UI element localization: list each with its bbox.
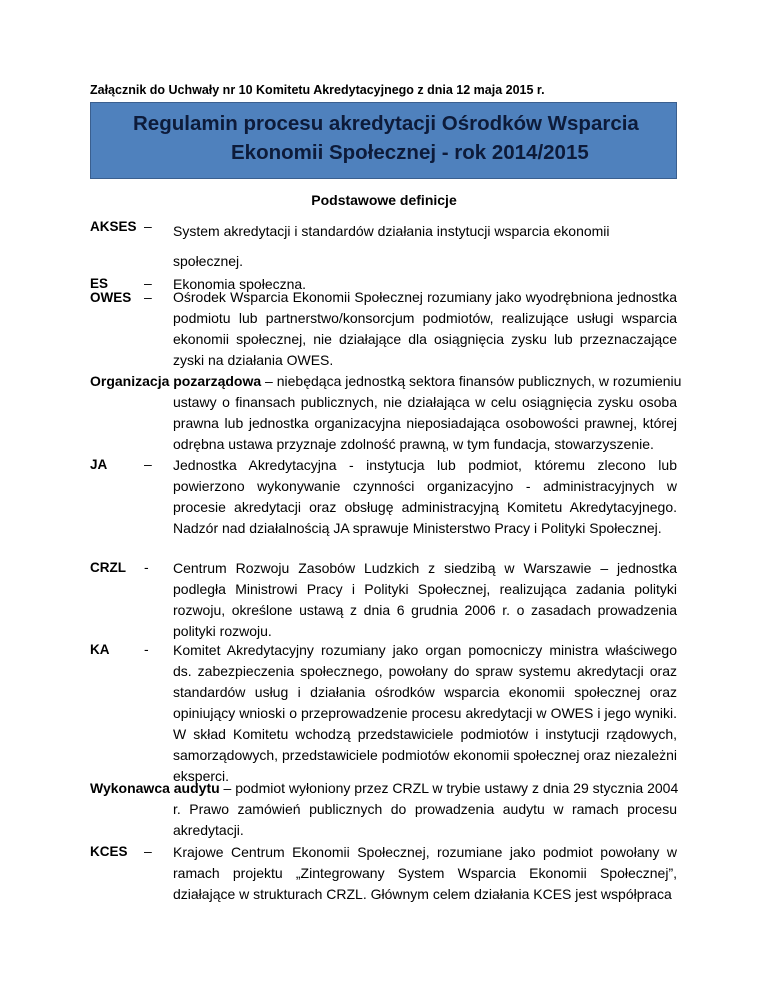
definition-crzl: Centrum Rozwoju Zasobów Ludzkich z siedzibą w Warszawie – jednostka podległa Ministrowi Pracy i Polityki Społecznej, realizująca zadania polityki rozwoju, określone ustawą z dnia 6 grudnia 2006 r. o zasadach prowadzenia polityki rozwoju. [173,560,677,639]
term-dash: – [144,456,152,472]
document-title-line-1: Regulamin procesu akredytacji Ośrodków Wsparcia [133,112,639,135]
term-ngo: Organizacja pozarządowa [90,373,262,389]
term-ja: JA [90,457,108,472]
definition-text: – niebędąca jednostką sektora finansów publicznych, w rozumieniu [261,373,682,389]
term-akses: AKSES [90,219,137,234]
term-dash: – [144,218,152,234]
definition-es: Ekonomia społeczna. [173,276,307,292]
term-es: ES [90,276,109,291]
term-auditor: Wykonawca audytu [90,780,220,796]
document-title-line-2: Ekonomii Społecznej - rok 2014/2015 [231,141,589,164]
annex-line: Załącznik do Uchwały nr 10 Komitetu Akredytacyjnego z dnia 12 maja 2015 r. [90,83,545,97]
definition-kces: Krajowe Centrum Ekonomii Społecznej, rozumiane jako podmiot powołany w ramach projektu „Zintegrowany System Wsparcia Ekonomii Społecznej”, działające w strukturach CRZL. Głównym celem działania KCES jest współpraca [173,844,677,902]
title-banner [90,102,677,179]
definition-ja: Jednostka Akredytacyjna - instytucja lub podmiot, któremu zlecono lub powierzono wykonywanie czynności organizacyjno - administracyjnych w procesie akredytacji oraz obsługę administracyjną Komitetu Akredytacyjnego. Nadzór nad działalnością JA sprawuje Ministerstwo Pracy i Polityki Społecznej. [173,457,677,536]
definition-text: r. Prawo zamówień publicznych do prowadzenia audytu w ramach procesu akredytacji. [173,801,677,838]
definition-text: System akredytacji i standardów działania instytucji wsparcia ekonomii [173,223,610,239]
definition-text: – podmiot wyłoniony przez CRZL w trybie ustawy z dnia 29 stycznia 2004 [219,780,679,796]
term-dash: – [144,275,152,291]
definition-text: społecznej. [173,253,244,269]
definition-akses [173,216,677,276]
definition-owes: Ośrodek Wsparcia Ekonomii Społecznej rozumiany jako wyodrębniona jednostka podmiotu lub partnerstwo/konsorcjum podmiotów, realizujące usługi wsparcia ekonomii społecznej, nie działające dla osiągnięcia zysku lub przeznaczające zyski na działania OWES. [173,289,677,368]
term-dash: - [144,641,149,657]
section-title: Podstawowe definicje [311,192,457,208]
term-dash: – [144,843,152,859]
term-kces: KCES [90,844,128,859]
term-crzl: CRZL [90,560,126,575]
definition-ngo [90,371,682,455]
term-dash: – [144,289,152,305]
definition-text: ustawy o finansach publicznych, nie działająca w celu osiągnięcia zysku osoba prawna lub jednostka organizacyjna nieposiadająca osobowości prawnej, której odrębna ustawa przyznaje zdolność prawną, w tym fundacja, stowarzyszenie. [173,394,677,452]
term-owes: OWES [90,290,132,305]
term-dash: - [144,559,149,575]
definition-ka: Komitet Akredytacyjny rozumiany jako organ pomocniczy ministra właściwego ds. zabezpieczenia społecznego, powołany do spraw systemu akredytacji oraz standardów usług i działania ośrodków wsparcia ekonomii społecznej oraz opiniujący wnioski o przeprowadzenie procesu akredytacji w OWES i jego wyniki. W skład Komitetu wchodzą przedstawiciele podmiotów i instytucji rządowych, samorządowych, przedstawiciele podmiotów ekonomii społecznej oraz niezależni eksperci. [173,642,677,784]
term-ka: KA [90,642,110,657]
definition-auditor [90,778,677,841]
